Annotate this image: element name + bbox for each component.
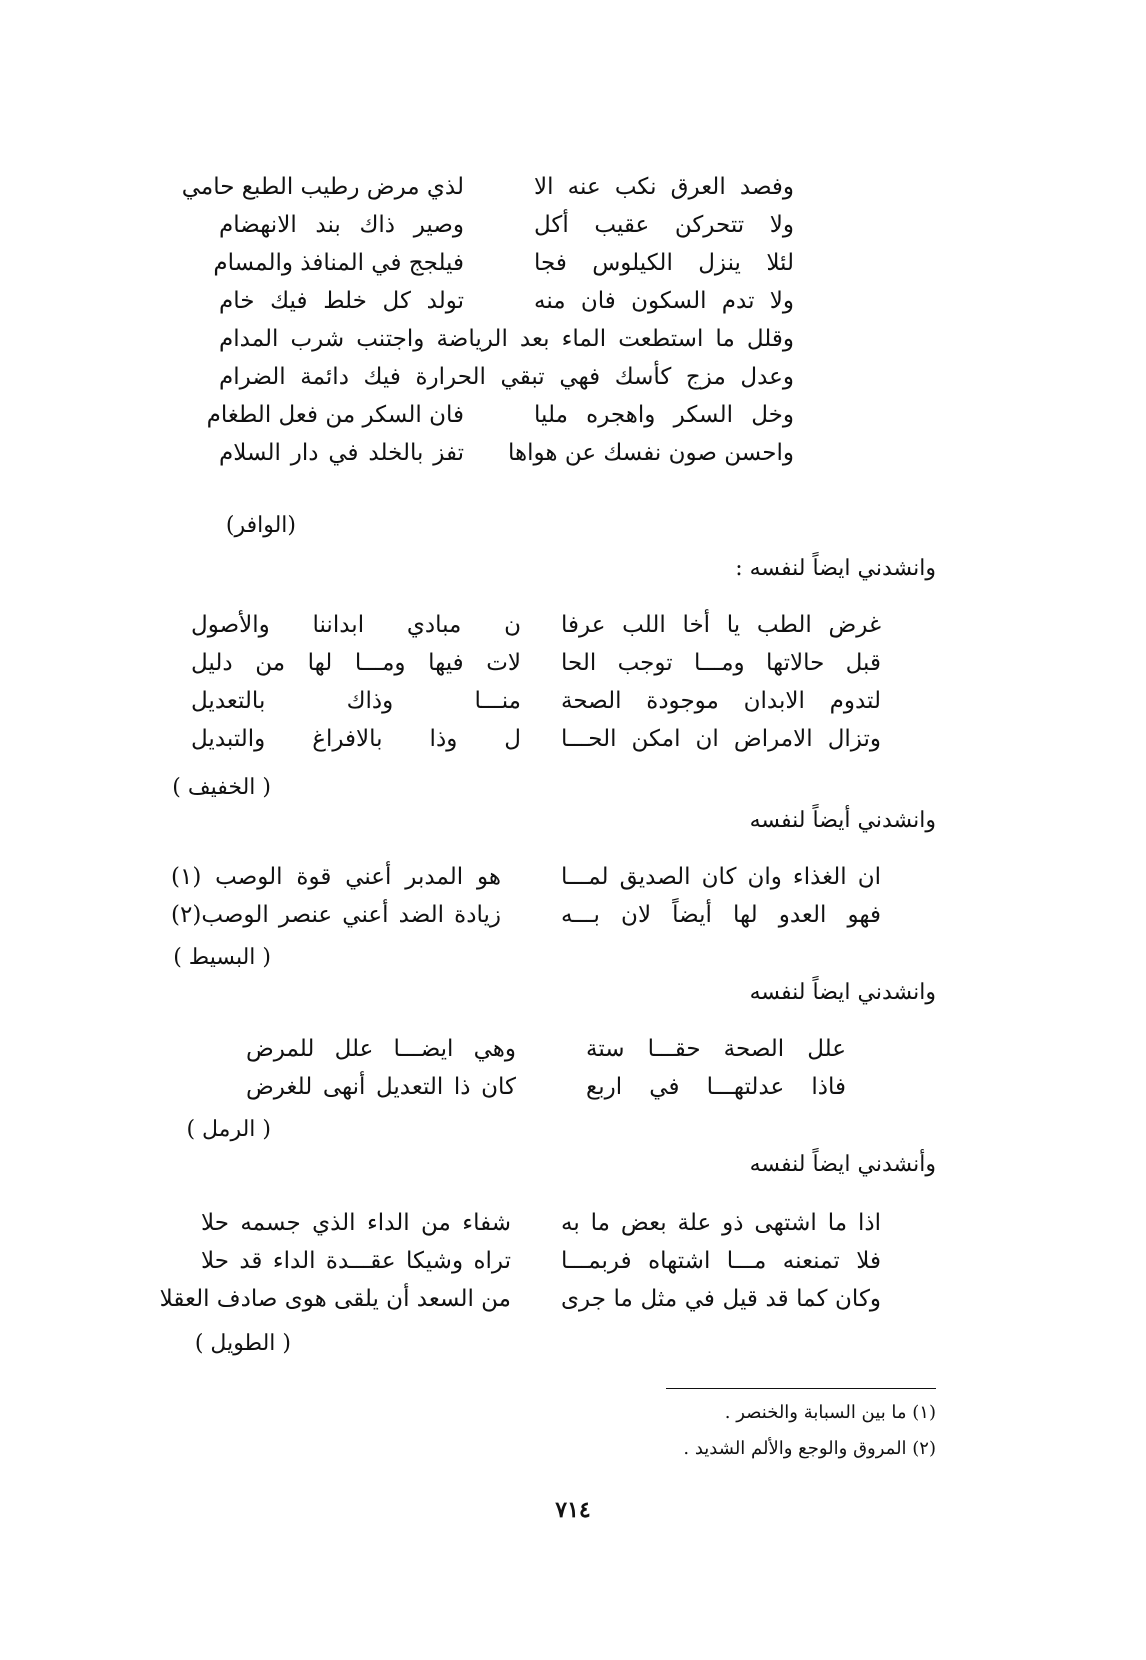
verse-first-hemistich: ولا تتحركن عقيب أكل [534,212,794,238]
verse-first-hemistich: لئلا ينزل الكيلوس فجا [534,250,794,276]
verse-first-hemistich: وخل السكر واهجره مليا [534,402,794,428]
verse-line [171,858,881,896]
verse-first-hemistich: فلا تمنعنه مـــا اشتهاه فربمـــا [561,1248,881,1274]
verse-first-hemistich: وفصد العرق نكب عنه الا [534,174,794,200]
verse-line [246,1068,846,1106]
intro-line: وأنشدني ايضاً لنفسه [749,1152,936,1177]
poem-basit [171,858,881,934]
poem-khafif [191,606,881,758]
verse-line-full [219,320,794,358]
verse-first-hemistich: ان الغذاء وان كان الصديق لمـــا [561,864,881,890]
verse-first-hemistich: وكان كما قد قيل في مثل ما جرى [561,1286,881,1312]
verse-second-hemistich: من السعد أن يلقى هوى صادف العقلا [159,1286,511,1312]
verse-line [206,396,794,434]
verse-second-hemistich: وهي ايضـــا علل للمرض [246,1036,516,1062]
verse-second-hemistich: شفاء من الداء الذي جسمه حلا [201,1210,511,1236]
footnote-1: (١) ما بين السبابة والخنصر . [724,1402,936,1423]
verse-line [219,206,794,244]
verse-first-hemistich: وتزال الامراض ان امكن الحـــا [561,726,881,752]
meter-label: ( الخفيف ) [172,775,271,800]
verse-line [201,1204,881,1242]
verse-second-hemistich: ن مبادي ابداننا والأصول [191,612,521,638]
verse-second-hemistich: لات فيها ومـــا لها من دليل [191,650,521,676]
verse-line [213,244,794,282]
verse-line-full [219,358,794,396]
meter-label: ( البسيط ) [173,945,271,970]
poem-ramal [246,1030,846,1106]
verse-line [181,168,794,206]
poem-tawil [159,1204,881,1318]
footnote-2: (٢) المروق والوجع والألم الشديد . [683,1438,936,1459]
verse-line [191,606,881,644]
verse-first-hemistich: قبل حالاتها ومـــا توجب الحا [561,650,881,676]
verse-second-hemistich: فيلجج في المنافذ والمسام [213,250,464,276]
verse-first-hemistich: واحسن صون نفسك عن هواها [508,440,794,466]
verse-line [246,1030,846,1068]
intro-line: وانشدني أيضاً لنفسه [749,808,936,833]
verse-second-hemistich: تراه وشيكا عقـــدة الداء قد حلا [201,1248,511,1274]
verse-second-hemistich: لذي مرض رطيب الطبع حامي [181,174,464,200]
verse-line [219,282,794,320]
intro-line: وانشدني ايضاً لنفسه [749,980,936,1005]
verse-first-hemistich: علل الصحة حقـــا ستة [586,1036,846,1062]
footnote-divider [666,1388,936,1389]
verse-first-hemistich: ولا تدم السكون فان منه [534,288,794,314]
verse-second-hemistich: زيادة الضد أعني عنصر الوصب(٢) [171,902,501,928]
verse-line [201,1242,881,1280]
intro-line: وانشدني ايضاً لنفسه : [735,556,936,581]
verse-second-hemistich: تولد كل خلط فيك خام [219,288,464,314]
verse-line [219,434,794,472]
verse-first-hemistich: لتدوم الابدان موجودة الصحة [561,688,881,714]
verse-first-hemistich: غرض الطب يا أخا اللب عرفا [561,612,881,638]
meter-label: ( الطويل ) [194,1331,291,1356]
verse-first-hemistich: فهو العدو لها أيضاً لان بـــه [561,902,881,928]
verse-second-hemistich: هو المدبر أعني قوة الوصب (١) [171,864,501,890]
verse-line [159,1280,881,1318]
verse-first-hemistich: فاذا عدلتهـــا في اربع [586,1074,846,1100]
meter-label: (الوافر) [225,513,296,538]
verse-second-hemistich: تفز بالخلد في دار السلام [219,440,464,466]
verse-full-text: وقلل ما استطعت الماء بعد الرياضة واجتنب شرب المدام [219,326,794,352]
verse-second-hemistich: منـــا وذاك بالتعديل [191,688,521,714]
verse-second-hemistich: كان ذا التعديل أنهى للغرض [246,1074,516,1100]
verse-second-hemistich: فان السكر من فعل الطغام [206,402,464,428]
verse-line [191,644,881,682]
verse-line [191,682,881,720]
verse-second-hemistich: ل وذا بالافراغ والتبديل [191,726,521,752]
meter-label: ( الرمل ) [186,1117,271,1142]
page-number: ٧١٤ [555,1497,591,1523]
verse-full-text: وعدل مزج كأسك فهي تبقي الحرارة فيك دائمة الضرام [219,364,794,390]
verse-second-hemistich: وصير ذاك بند الانهضام [219,212,464,238]
poem-wafir [181,168,794,472]
verse-line [191,720,881,758]
verse-first-hemistich: اذا ما اشتهى ذو علة بعض ما به [561,1210,881,1236]
verse-line [171,896,881,934]
